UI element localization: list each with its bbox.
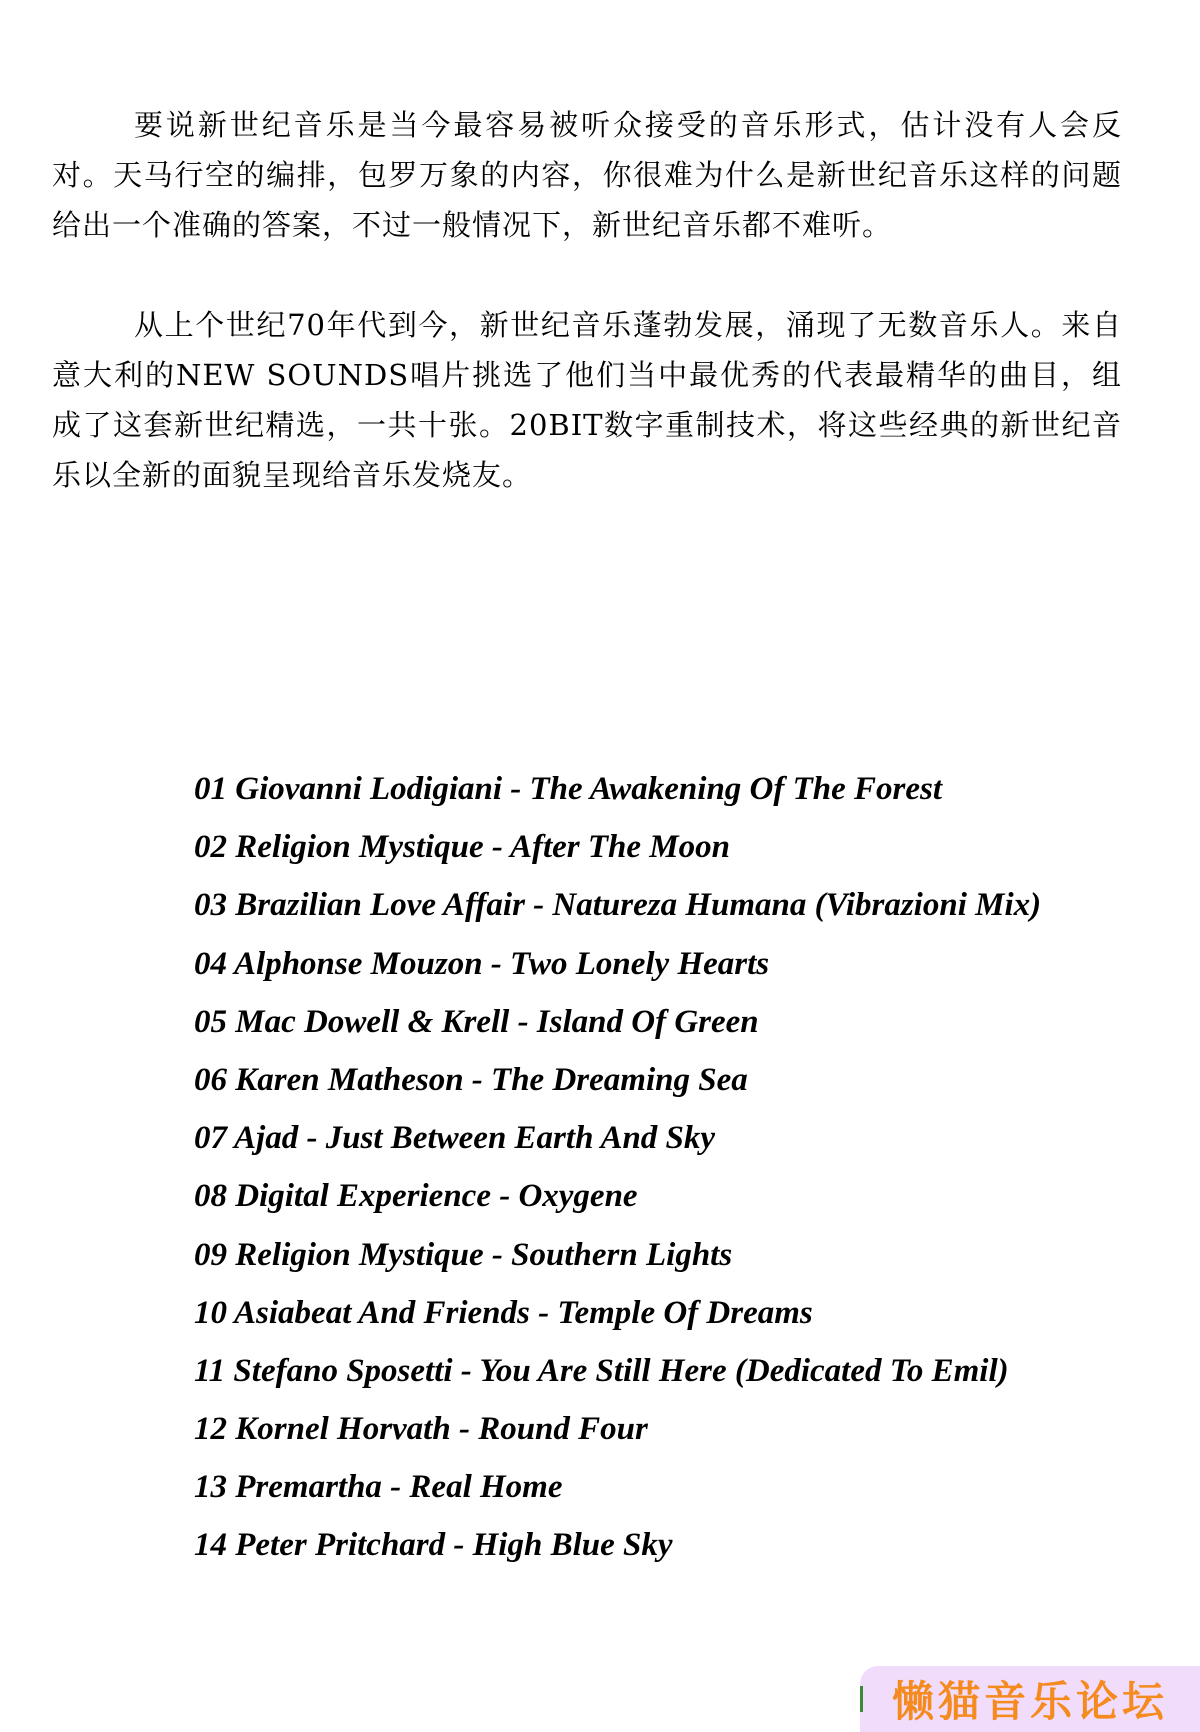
track-item: 03 Brazilian Love Affair - Natureza Humana (Vibrazioni Mix) — [194, 887, 1042, 924]
intro-text — [52, 100, 1122, 500]
tracklist — [194, 760, 1154, 1575]
track-item: 01 Giovanni Lodigiani - The Awakening Of The Forest — [194, 771, 943, 807]
track-item: 10 Asiabeat And Friends - Temple Of Dreams — [194, 1294, 813, 1331]
track-item: 13 Premartha - Real Home — [194, 1469, 563, 1506]
track-item: 07 Ajad - Just Between Earth And Sky — [194, 1120, 716, 1157]
track-item: 04 Alphonse Mouzon - Two Lonely Hearts — [194, 945, 770, 982]
watermark-edge-mark — [860, 1686, 863, 1712]
track-item: 05 Mac Dowell & Krell - Island Of Green — [194, 1003, 759, 1040]
track-item: 12 Kornel Horvath - Round Four — [194, 1411, 648, 1448]
track-item: 06 Karen Matheson - The Dreaming Sea — [194, 1061, 748, 1098]
track-item: 14 Peter Pritchard - High Blue Sky — [194, 1527, 673, 1564]
watermark-text: 懒猫音乐论坛 — [891, 1677, 1168, 1726]
forum-watermark — [860, 1666, 1200, 1732]
track-item: 08 Digital Experience - Oxygene — [194, 1178, 638, 1215]
track-item: 11 Stefano Sposetti - You Are Still Here (Dedicated To Emil) — [194, 1352, 1009, 1389]
track-item: 02 Religion Mystique - After The Moon — [194, 829, 730, 866]
track-item: 09 Religion Mystique - Southern Lights — [194, 1236, 733, 1273]
intro-paragraph: 要说新世纪音乐是当今最容易被听众接受的音乐形式，估计没有人会反对。天马行空的编排，包罗万象的内容，你很难为什么是新世纪音乐这样的问题给出一个准确的答案，不过一般情况下，新世纪音乐都不难听。 — [52, 108, 1122, 242]
intro-paragraph: 从上个世纪70年代到今，新世纪音乐蓬勃发展，涌现了无数音乐人。来自意大利的NEW SOUNDS唱片挑选了他们当中最优秀的代表最精华的曲目，组成了这套新世纪精选，一共十张。20BIT数字重制技术，将这些经典的新世纪音乐以全新的面貌呈现给音乐发烧友。 — [52, 308, 1122, 492]
